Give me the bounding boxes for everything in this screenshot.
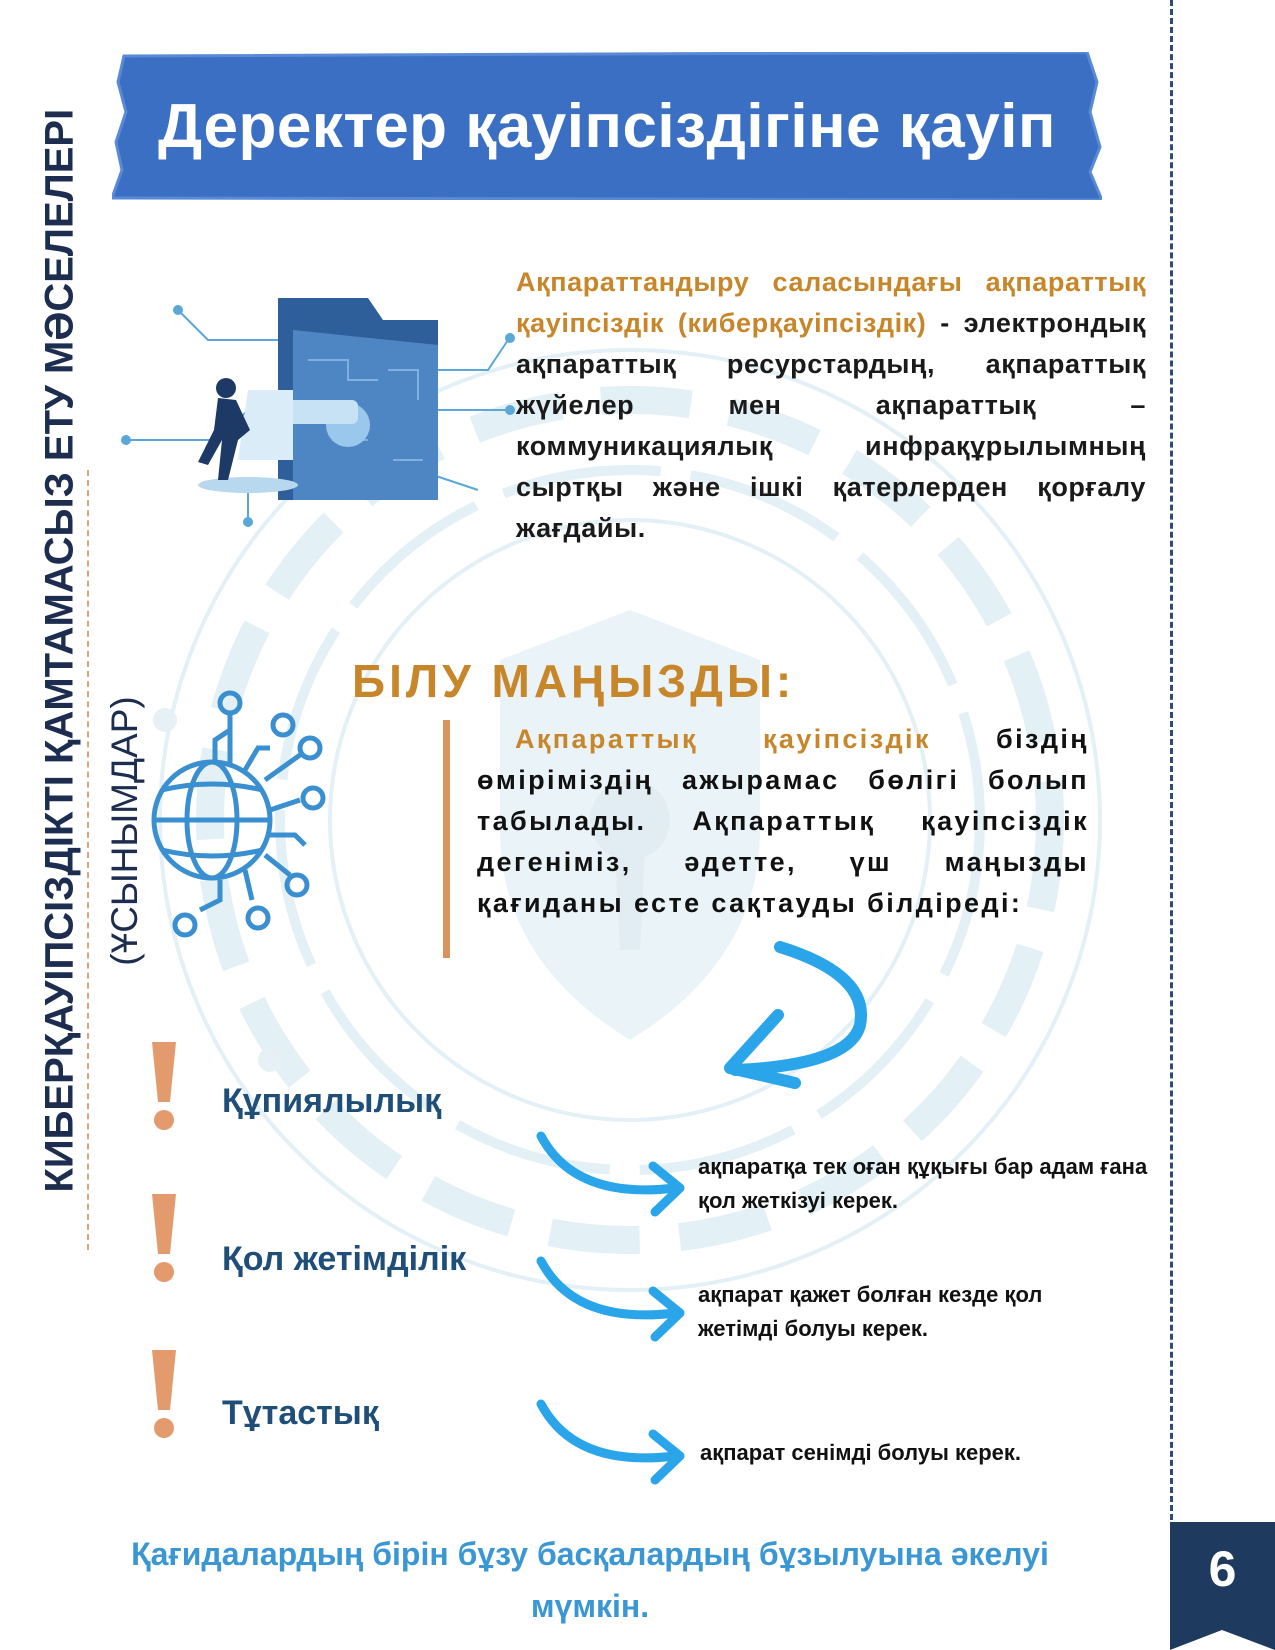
- principle-description: ақпаратқа тек оған құқығы бар адам ғана қол жеткізуі керек.: [698, 1154, 1148, 1213]
- exclamation-icon: [146, 1348, 182, 1440]
- exclamation-icon: [146, 1192, 182, 1284]
- side-subtitle: (ҰСЫНЫМДАР): [104, 696, 145, 966]
- side-title: КИБЕРҚАУІПСІЗДІКТІ ҚАМТАМАСЫЗ ЕТУ МӘСЕЛЕЛЕРІ: [37, 108, 82, 1193]
- intro-paragraph: [516, 262, 1146, 549]
- principle-description: ақпарат қажет болған кезде қол жетімді болуы керек.: [698, 1282, 1043, 1341]
- know-text: біздің өміріміздің ажырамас бөлігі болып табылады. Ақпараттық қауіпсіздік дегеніміз, әдетте, үш маңызды қағиданы есте сақтауды білдіреді:: [477, 724, 1089, 918]
- intro-text: - электрондық ақпараттық ресурстардың, ақпараттық жүйелер мен ақпараттық – коммуникациялық инфрақұрылымның сыртқы және ішкі қатерлерден қорғалу жағдайы.: [516, 308, 1146, 543]
- arrow-icon: [535, 1398, 695, 1488]
- globe-network-icon: [140, 670, 360, 970]
- exclamation-icon: [146, 1040, 182, 1132]
- arrow-icon: [535, 1130, 695, 1220]
- know-heading: БІЛУ МАҢЫЗДЫ:: [352, 655, 796, 707]
- principle-integrity: Тұтастық: [222, 1394, 379, 1432]
- page-edge-dashed-line: [1170, 0, 1173, 1520]
- principle-description: ақпарат сенімді болуы керек.: [700, 1440, 1022, 1465]
- know-paragraph: [477, 719, 1089, 924]
- arrow-icon: [535, 1255, 695, 1345]
- footer-note: Қағидалардың бірін бұзу басқалардың бұзылуына әкелуі мүмкін.: [131, 1536, 1049, 1624]
- page-title: Деректер қауіпсіздігіне қауіп: [158, 91, 1056, 161]
- intro-highlight: Ақпараттандыру саласындағы ақпараттық қауіпсіздік (киберқауіпсіздік): [516, 267, 1146, 338]
- quote-bar: [443, 720, 450, 958]
- principle-confidentiality: Құпиялылық: [222, 1082, 442, 1120]
- know-highlight: Ақпараттық қауіпсіздік: [515, 724, 931, 754]
- principle-availability: Қол жетімділік: [222, 1240, 467, 1278]
- side-dashed-divider: [87, 470, 89, 1250]
- curved-arrow-icon: [700, 935, 890, 1095]
- page-number: 6: [1208, 1541, 1237, 1597]
- folder-key-illustration: [118, 290, 538, 550]
